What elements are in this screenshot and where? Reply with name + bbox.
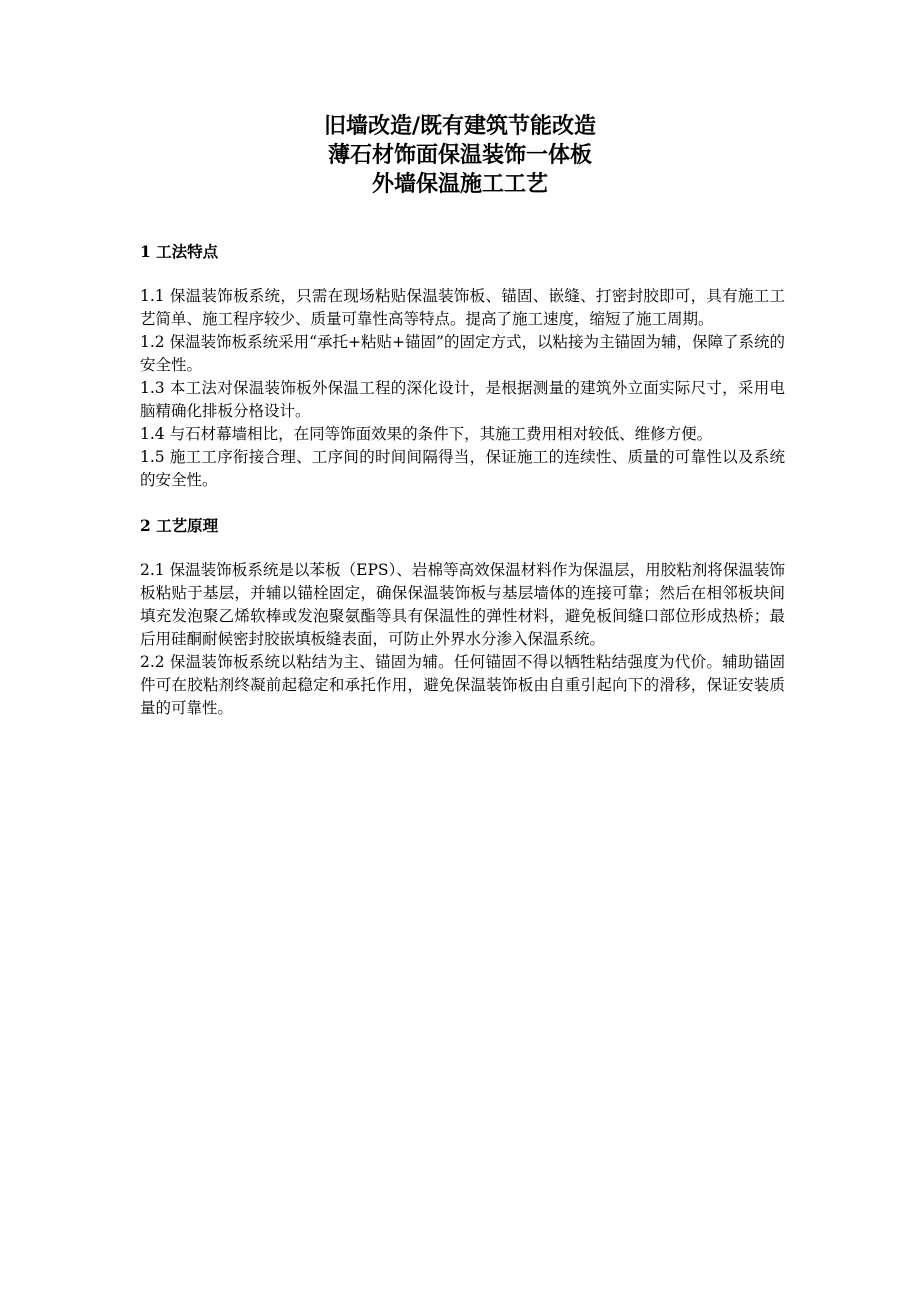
paragraph-1-4: 1.4 与石材幕墙相比，在同等饰面效果的条件下，其施工费用相对较低、维修方便。 <box>140 425 713 443</box>
paragraph-1-1: 1.1 保温装饰板系统，只需在现场粘贴保温装饰板、锚固、嵌缝、打密封胶即可，具有施工工艺简单、施工程序较少、质量可靠性高等特点。提高了施工速度，缩短了施工周期。 <box>140 287 785 328</box>
section-heading-1: 1 工法特点 <box>140 242 219 261</box>
paragraph-2-2: 2.2 保温装饰板系统以粘结为主、锚固为辅。任何锚固不得以牺牲粘结强度为代价。辅助锚固件可在胶粘剂终凝前起稳定和承托作用，避免保温装饰板由自重引起向下的滑移，保证安装质量的可靠性。 <box>140 653 785 717</box>
document-body <box>140 240 785 720</box>
title-line-2: 薄石材饰面保温装饰一体板 <box>327 143 592 168</box>
paragraph-2-1: 2.1 保温装饰板系统是以苯板（EPS）、岩棉等高效保温材料作为保温层，用胶粘剂将保温装饰板粘贴于基层，并辅以锚栓固定，确保保温装饰板与基层墙体的连接可靠；然后在相邻板块间填充发泡聚乙烯软棒或发泡聚氨酯等具有保温性的弹性材料，避免板间缝口部位形成热桥；最后用硅酮耐候密封胶嵌填板缝表面，可防止外界水分渗入保温系统。 <box>140 561 785 648</box>
document-title <box>0 112 920 199</box>
paragraph-1-2: 1.2 保温装饰板系统采用“承托+粘贴+锚固”的固定方式，以粘接为主锚固为辅，保障了系统的安全性。 <box>140 333 785 374</box>
title-line-1: 旧墙改造/既有建筑节能改造 <box>323 114 597 139</box>
paragraph-1-3: 1.3 本工法对保温装饰板外保温工程的深化设计，是根据测量的建筑外立面实际尺寸，采用电脑精确化排板分格设计。 <box>140 379 785 420</box>
section-heading-2: 2 工艺原理 <box>140 516 219 535</box>
title-line-3: 外墙保温施工工艺 <box>371 172 548 197</box>
paragraph-1-5: 1.5 施工工序衔接合理、工序间的时间间隔得当，保证施工的连续性、质量的可靠性以及系统的安全性。 <box>140 448 785 489</box>
